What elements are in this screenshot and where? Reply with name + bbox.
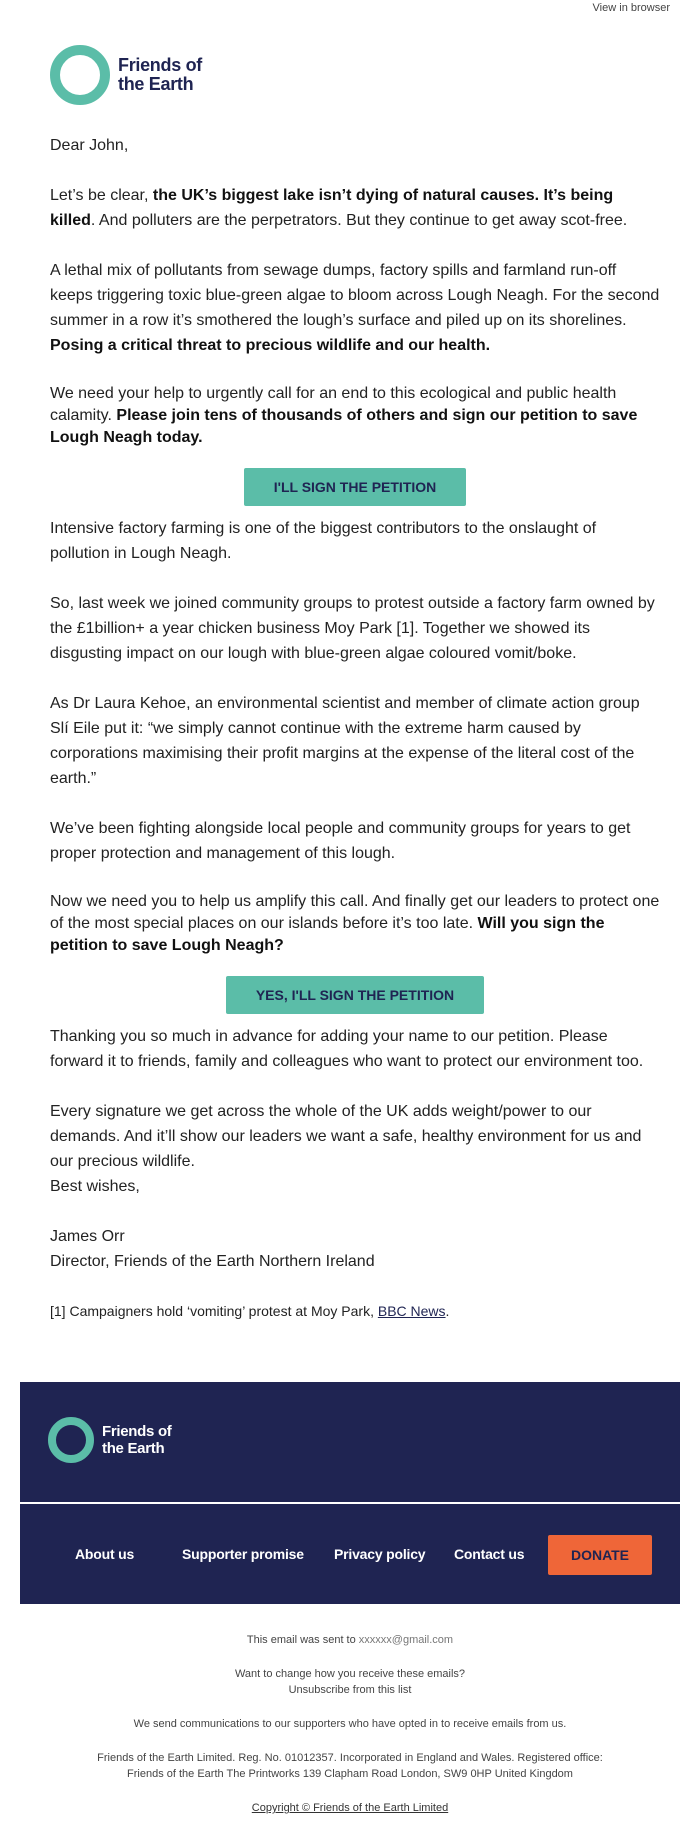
footer-nav bbox=[20, 1504, 680, 1604]
company-info: Friends of the Earth Limited. Reg. No. 01012357. Incorporated in England and Wales. Registered office: Friends of the Earth The Printworks 139 Clapham Road London, SW9 0HP United Kingdom bbox=[97, 1752, 603, 1780]
paragraph-1: Let’s be clear, the UK’s biggest lake isn’t dying of natural causes. It’s being killed. And polluters are the perpetrators. But they continue to get away scot-free. bbox=[50, 187, 628, 229]
paragraph-5: So, last week we joined community groups to protest outside a factory farm owned by the £1billion+ a year chicken business Moy Park [1]. Together we showed its disgusting impact on our lough with blue-green algae coloured vomit/boke. bbox=[50, 595, 655, 662]
logo-wordmark: Friends of the Earth bbox=[118, 55, 203, 94]
optin-note: We send communications to our supporters who have opted in to receive emails from us. bbox=[133, 1718, 567, 1730]
logo-ring-icon bbox=[50, 45, 110, 105]
footer-logo[interactable] bbox=[48, 1417, 172, 1463]
paragraph-2: A lethal mix of pollutants from sewage dumps, factory spills and farmland run-off keeps triggering toxic blue-green algae to bloom across Lough Neagh. For the second summer in a row it’s smothered the lough’s surface and piled up on its shorelines. Posing a critical threat to precious wildlife and our health. bbox=[50, 262, 660, 354]
preferences: Want to change how you receive these emails? Unsubscribe from this list bbox=[234, 1668, 466, 1696]
signature-title: Director, Friends of the Earth Northern Ireland bbox=[50, 1253, 375, 1270]
paragraph-3: We need your help to urgently call for an end to this ecological and public health calamity. Please join tens of thousands of others and sign our petition to save Lough Neagh today. bbox=[50, 385, 638, 446]
unsubscribe-link[interactable]: Unsubscribe from this list bbox=[288, 1684, 412, 1696]
paragraph-6: As Dr Laura Kehoe, an environmental scientist and member of climate action group Slí Eile put it: “we simply cannot continue with the extreme harm caused by corporations maximising their profit margins at the expense of the literal cost of the earth.” bbox=[50, 695, 640, 787]
yes-sign-petition-button[interactable]: YES, I'LL SIGN THE PETITION bbox=[226, 976, 484, 1014]
recipient-email[interactable]: xxxxxx@gmail.com bbox=[358, 1634, 454, 1646]
greeting: Dear John, bbox=[50, 137, 129, 154]
footer-link-about-us[interactable]: About us bbox=[75, 1546, 135, 1562]
bbc-news-link[interactable]: BBC News bbox=[377, 1303, 446, 1319]
legal-footer bbox=[0, 1632, 700, 1834]
paragraph-10: Every signature we get across the whole of the UK adds weight/power to our demands. And it’ll show our leaders we want a safe, healthy environment for us and our precious wildlife. bbox=[50, 1103, 642, 1170]
copyright-link[interactable]: Copyright © Friends of the Earth Limited bbox=[251, 1802, 449, 1814]
signature-name: James Orr bbox=[50, 1228, 125, 1245]
donate-button[interactable]: DONATE bbox=[548, 1535, 652, 1575]
footer-logo-ring-icon bbox=[48, 1417, 94, 1463]
footer-link-contact-us[interactable]: Contact us bbox=[454, 1546, 525, 1562]
paragraph-7: We’ve been fighting alongside local people and community groups for years to get proper protection and management of this lough. bbox=[50, 820, 631, 862]
sent-to: This email was sent to xxxxxx@gmail.com bbox=[246, 1634, 454, 1646]
paragraph-4: Intensive factory farming is one of the biggest contributors to the onslaught of pollution in Lough Neagh. bbox=[50, 520, 597, 562]
paragraph-8: Now we need you to help us amplify this call. And finally get our leaders to protect one of the most special places on our islands before it’s too late. Will you sign the petition to save Lough Neagh? bbox=[50, 893, 660, 954]
footer-logo-wordmark: Friends of the Earth bbox=[102, 1423, 172, 1457]
email-body bbox=[50, 133, 660, 1349]
footer bbox=[20, 1382, 680, 1604]
footer-link-privacy-policy[interactable]: Privacy policy bbox=[334, 1546, 426, 1562]
paragraph-9: Thanking you so much in advance for adding your name to our petition. Please forward it to friends, family and colleagues who want to protect our environment too. bbox=[50, 1028, 644, 1070]
brand-logo[interactable] bbox=[50, 45, 202, 105]
view-in-browser-link[interactable]: View in browser bbox=[592, 2, 670, 14]
sign-petition-button[interactable]: I'LL SIGN THE PETITION bbox=[244, 468, 467, 506]
signoff: Best wishes, bbox=[50, 1178, 140, 1195]
footnote: [1] Campaigners hold ‘vomiting’ protest at Moy Park, BBC News. bbox=[50, 1303, 450, 1319]
footer-link-supporter-promise[interactable]: Supporter promise bbox=[182, 1546, 304, 1562]
